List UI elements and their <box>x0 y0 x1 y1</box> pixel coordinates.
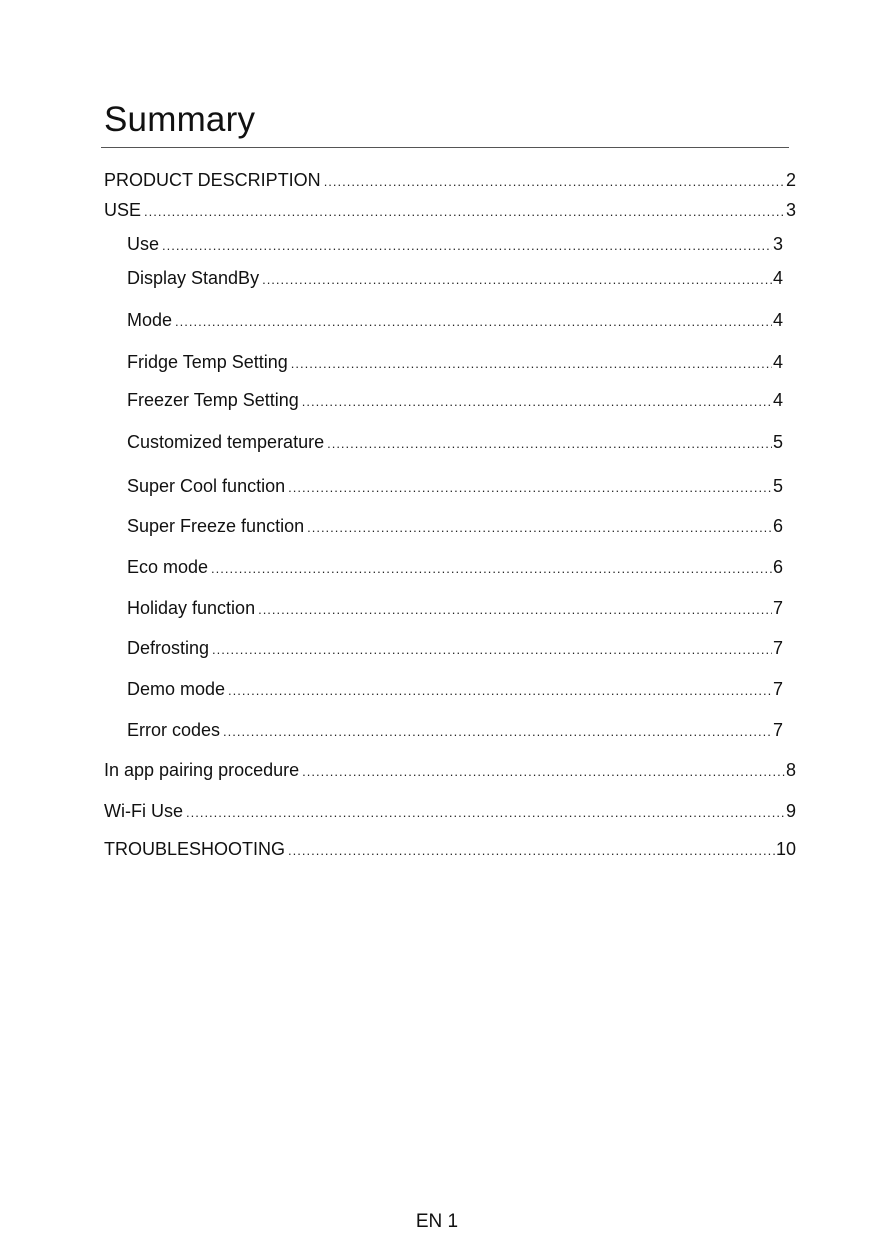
toc-entry-page: 4 <box>772 268 783 288</box>
toc-dot-leader <box>223 720 772 744</box>
toc-entry-eco-mode[interactable] <box>127 555 783 579</box>
toc-dot-leader <box>327 432 772 456</box>
toc-entry-error-codes[interactable] <box>127 718 783 742</box>
toc-entry-use-section[interactable] <box>104 198 796 222</box>
toc-entry-label: Fridge Temp Setting <box>127 352 288 372</box>
toc-entry-mode[interactable] <box>127 308 783 332</box>
toc-dot-leader <box>186 801 785 825</box>
toc-entry-page: 6 <box>772 516 783 536</box>
toc-entry-holiday-function[interactable] <box>127 596 783 620</box>
toc-entry-page: 4 <box>772 390 783 410</box>
toc-entry-page: 2 <box>785 170 796 190</box>
toc-entry-label: USE <box>104 200 142 220</box>
toc-entry-freezer-temp-setting[interactable] <box>127 388 783 412</box>
toc-entry-display-standby[interactable] <box>127 266 783 290</box>
toc-entry-page: 7 <box>772 598 783 618</box>
toc-dot-leader <box>175 310 772 334</box>
toc-entry-in-app-pairing[interactable] <box>104 758 796 782</box>
toc-entry-page: 3 <box>785 200 796 220</box>
toc-entry-page: 8 <box>785 760 796 780</box>
toc-entry-label: TROUBLESHOOTING <box>104 839 286 859</box>
toc-entry-wifi-use[interactable] <box>104 799 796 823</box>
page-number-footer: EN 1 <box>415 1211 459 1232</box>
toc-dot-leader <box>162 234 772 258</box>
toc-entry-troubleshooting[interactable] <box>104 837 796 861</box>
toc-dot-leader <box>228 679 772 703</box>
toc-entry-page: 4 <box>772 352 783 372</box>
toc-entry-demo-mode[interactable] <box>127 677 783 701</box>
toc-entry-defrosting[interactable] <box>127 636 783 660</box>
toc-entry-label: Super Cool function <box>127 476 286 496</box>
toc-dot-leader <box>262 268 772 292</box>
toc-entry-label: Eco mode <box>127 557 209 577</box>
toc-dot-leader <box>212 638 772 662</box>
toc-entry-super-freeze-function[interactable] <box>127 514 783 538</box>
toc-entry-page: 3 <box>772 234 783 254</box>
toc-entry-use[interactable] <box>127 232 783 256</box>
toc-entry-label: Mode <box>127 310 173 330</box>
toc-entry-label: Display StandBy <box>127 268 260 288</box>
toc-entry-page: 10 <box>775 839 796 859</box>
toc-entry-product-description[interactable] <box>104 168 796 192</box>
toc-dot-leader <box>258 598 772 622</box>
toc-entry-label: Super Freeze function <box>127 516 305 536</box>
toc-entry-page: 7 <box>772 679 783 699</box>
toc-entry-page: 4 <box>772 310 783 330</box>
toc-entry-page: 9 <box>785 801 796 821</box>
toc-entry-label: PRODUCT DESCRIPTION <box>104 170 321 190</box>
toc-entry-page: 5 <box>772 432 783 452</box>
toc-entry-page: 7 <box>772 638 783 658</box>
toc-dot-leader <box>324 170 785 194</box>
toc-dot-leader <box>302 390 772 414</box>
toc-entry-label: Use <box>127 234 160 254</box>
toc-entry-super-cool-function[interactable] <box>127 474 783 498</box>
toc-entry-label: Demo mode <box>127 679 226 699</box>
toc-entry-label: Freezer Temp Setting <box>127 390 299 410</box>
toc-entry-page: 5 <box>772 476 783 496</box>
toc-dot-leader <box>307 516 772 540</box>
toc-dot-leader <box>291 352 772 376</box>
toc-dot-leader <box>144 200 785 224</box>
toc-entry-label: Holiday function <box>127 598 256 618</box>
toc-entry-label: Error codes <box>127 720 221 740</box>
toc-dot-leader <box>302 760 785 784</box>
toc-entry-fridge-temp-setting[interactable] <box>127 350 783 374</box>
toc-dot-leader <box>288 839 775 863</box>
toc-dot-leader <box>288 476 772 500</box>
page-title: Summary <box>104 100 256 139</box>
toc-dot-leader <box>211 557 772 581</box>
toc-entry-label: Defrosting <box>127 638 210 658</box>
toc-entry-label: In app pairing procedure <box>104 760 300 780</box>
toc-entry-customized-temperature[interactable] <box>127 430 783 454</box>
toc-entry-page: 6 <box>772 557 783 577</box>
toc-entry-label: Customized temperature <box>127 432 325 452</box>
toc-entry-page: 7 <box>772 720 783 740</box>
toc-entry-label: Wi-Fi Use <box>104 801 183 821</box>
